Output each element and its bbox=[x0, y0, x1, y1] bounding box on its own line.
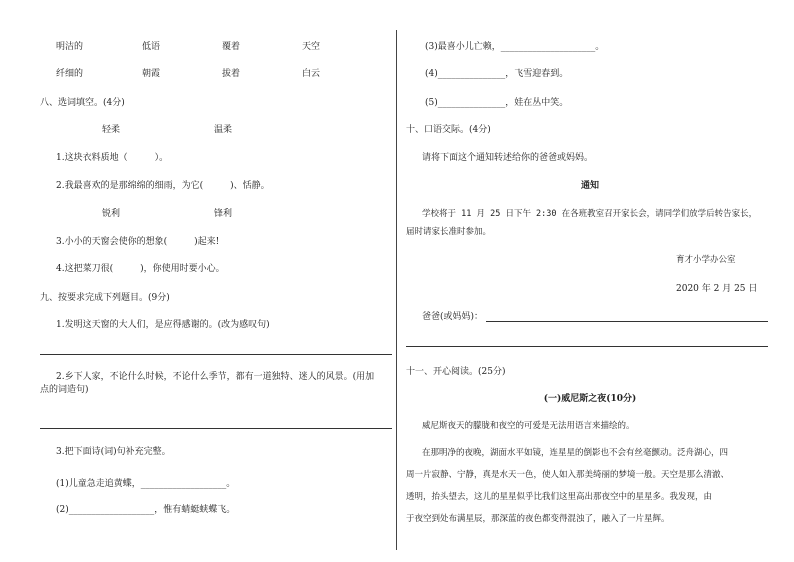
answer-line[interactable] bbox=[40, 354, 392, 355]
question-text: 点的词造句) bbox=[40, 385, 89, 395]
question-text: 1.发明这天窗的大人们，是应得感谢的。(改为感叹句) bbox=[56, 320, 270, 330]
notice-text: 届时请家长准时参加。 bbox=[406, 227, 492, 237]
parent-label: 爸爸(或妈妈)： bbox=[422, 312, 484, 322]
word-item: 朝霞 bbox=[142, 69, 161, 79]
reading-text: 威尼斯夜天的朦胧和夜空的可爱是无法用语言来描绘的。 bbox=[422, 421, 635, 431]
section-8-title: 八、选词填空。(4分) bbox=[40, 98, 125, 108]
reading-text: 于夜空到处布满星辰，那深蓝的夜色都变得混浊了，融入了一片星辉。 bbox=[406, 514, 670, 524]
poem-blank[interactable]: (5)_______________，娃在丛中笑。 bbox=[425, 98, 569, 108]
word-item: 白云 bbox=[302, 69, 321, 79]
word-choice: 锋利 bbox=[214, 209, 233, 219]
notice-text: 学校将于 11 月 25 日下午 2:30 在各班教室召开家长会，请同学们放学后转告家长， bbox=[422, 209, 758, 219]
answer-line[interactable] bbox=[406, 346, 768, 347]
word-choice: 轻柔 bbox=[102, 125, 121, 135]
section-11-title: 十一、开心阅读。(25分) bbox=[406, 367, 506, 377]
poem-blank[interactable]: (3)最喜小儿亡赖，_____________________。 bbox=[425, 42, 605, 52]
question-text: 3.把下面诗(词)句补充完整。 bbox=[56, 447, 171, 457]
reading-text: 周一片寂静、宁静，真是水天一色，使人如入那美绮丽的梦境一般。天空是那么清澈、 bbox=[406, 470, 730, 480]
question-text: 4.这把菜刀很( )，你使用时要小心。 bbox=[56, 264, 225, 274]
column-divider bbox=[396, 30, 397, 550]
question-text: 2.乡下人家，不论什么时候，不论什么季节，都有一道独特、迷人的风景。(用加 bbox=[56, 372, 375, 382]
section-9-title: 九、按要求完成下列题目。(9分) bbox=[40, 293, 170, 303]
poem-blank[interactable]: (1)儿童急走追黄蝶，___________________。 bbox=[56, 479, 236, 489]
reading-title: (一)威尼斯之夜(10分) bbox=[543, 394, 637, 404]
question-text: 2.我最喜欢的是那绵绵的细雨，为它( )、恬静。 bbox=[56, 181, 270, 191]
word-choice: 锐利 bbox=[102, 209, 121, 219]
question-text: 3.小小的天窗会使你的想象( )起来! bbox=[56, 237, 220, 247]
answer-line[interactable] bbox=[40, 428, 392, 429]
reading-text: 透明，抬头望去，这儿的星星似乎比我们这里高出那夜空中的星星多。我发现，由 bbox=[406, 492, 713, 502]
word-item: 拔着 bbox=[222, 69, 241, 79]
section-10-title: 十、口语交际。(4分) bbox=[406, 125, 491, 135]
word-item: 覆着 bbox=[222, 42, 241, 52]
notice-title: 通知 bbox=[580, 181, 599, 191]
word-choice: 温柔 bbox=[214, 125, 233, 135]
word-item: 明洁的 bbox=[56, 42, 84, 52]
poem-blank[interactable]: (2)___________________，惟有蜻蜓蛱蝶飞。 bbox=[56, 505, 236, 515]
question-text: 请将下面这个通知转述给你的爸爸或妈妈。 bbox=[422, 153, 594, 163]
question-text: 1.这块衣料质地（ ）。 bbox=[56, 153, 169, 163]
word-item: 纤细的 bbox=[56, 69, 84, 79]
notice-signature: 育才小学办公室 bbox=[676, 255, 736, 265]
reading-text: 在那明净的夜晚，湖面水平如镜，连星星的倒影也不会有丝毫颤动。泛舟湖心，四 bbox=[422, 448, 729, 458]
answer-line[interactable] bbox=[486, 321, 768, 322]
poem-blank[interactable]: (4)_______________，飞雪迎春到。 bbox=[425, 69, 569, 79]
word-item: 低语 bbox=[142, 42, 161, 52]
notice-date: 2020 年 2 月 25 日 bbox=[676, 284, 758, 294]
word-item: 天空 bbox=[302, 42, 321, 52]
